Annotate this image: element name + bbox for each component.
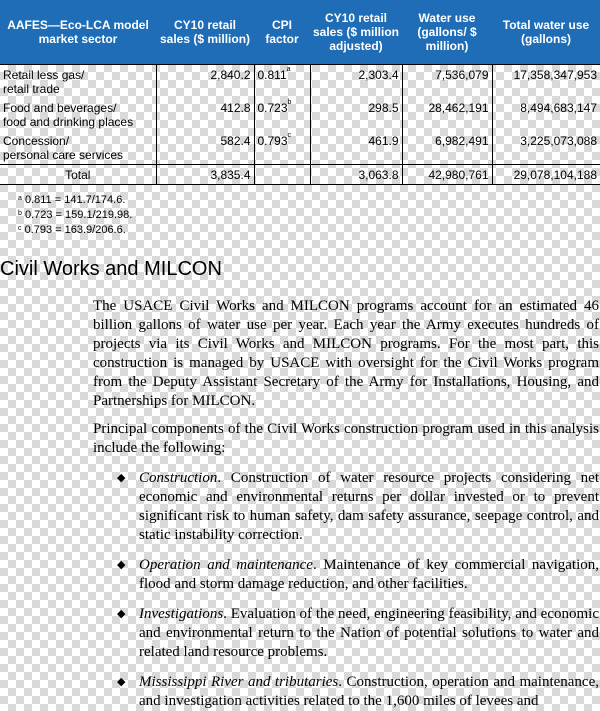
- total-water-cell: 3,225,073,088: [492, 134, 600, 165]
- header-market-sector: AAFES—Eco-LCA model market sector: [0, 0, 156, 65]
- diamond-bullet-icon: ◆: [117, 676, 126, 688]
- footnote-mark: b: [18, 210, 22, 217]
- bullet-term: Operation and maintenance: [139, 557, 313, 573]
- water-use-table: [0, 0, 600, 185]
- footnote-mark: a: [18, 195, 22, 202]
- footnote-text: 0.793 = 163.9/206.6.: [24, 224, 126, 236]
- total-cpi-cell: [254, 165, 310, 185]
- table-row: [0, 101, 600, 134]
- adjusted-cell: 2,303.4: [310, 65, 402, 102]
- grand-total-cell: 29,078,104,188: [492, 165, 600, 185]
- footnote: [18, 223, 132, 238]
- footnote-text: 0.811 = 141.7/174.6.: [24, 194, 126, 206]
- sector-line: personal care services: [3, 148, 124, 162]
- footnote-text: 0.723 = 159.1/219.98.: [24, 209, 133, 221]
- sales-cell: 412.8: [156, 101, 254, 134]
- bullet-description: . Maintenance of key commercial navigation, flood and storm damage reduction, and other facilities.: [139, 557, 599, 592]
- bullet-term: Mississippi River and tributaries: [139, 674, 339, 690]
- bullet-term: Construction: [139, 470, 218, 486]
- bullet-description: . Construction of water resource projects considering net economic and environmental returns per dollar invested or to prevent significant risk to human safety, dam safety assurance, seepage control, and static instability correction.: [139, 470, 599, 543]
- adjusted-cell: 461.9: [310, 134, 402, 165]
- footnote-ref: b: [287, 99, 292, 106]
- bullet-item: [117, 469, 599, 545]
- sector-line: retail trade: [3, 82, 60, 96]
- header-adjusted-sales: CY10 retail sales ($ million adjusted): [310, 0, 402, 65]
- sales-cell: 2,840.2: [156, 65, 254, 102]
- header-water-use-rate: Water use (gallons/ $ million): [402, 0, 492, 65]
- bullet-text: [139, 605, 599, 662]
- bullet-description: . Construction, operation and maintenance, and investigation activities related to the 1,600 miles of levees and: [139, 674, 600, 709]
- bullet-item: [117, 673, 599, 711]
- bullet-text: [139, 469, 599, 545]
- sector-cell: [0, 65, 156, 102]
- footnote-ref: c: [287, 132, 292, 139]
- diamond-bullet-icon: ◆: [117, 472, 126, 484]
- sales-cell: 582.4: [156, 134, 254, 165]
- sector-line: Concession/: [3, 134, 70, 148]
- water-rate-cell: 7,536,079: [402, 65, 492, 102]
- cpi-cell: [254, 134, 310, 165]
- header-retail-sales: CY10 retail sales ($ million): [156, 0, 254, 65]
- bullet-item: [117, 605, 599, 662]
- table-row: [0, 134, 600, 165]
- cpi-value: 0.811: [257, 68, 287, 82]
- water-rate-cell: 28,462,191: [402, 101, 492, 134]
- cpi-value: 0.793: [257, 134, 288, 148]
- total-water-cell: 8,494,683,147: [492, 101, 600, 134]
- table-row: [0, 65, 600, 102]
- total-water-rate-cell: 42,980,761: [402, 165, 492, 185]
- sector-line: Food and beverages/: [3, 101, 117, 115]
- footnote: [18, 208, 132, 223]
- section-heading: Civil Works and MILCON: [0, 258, 222, 280]
- diamond-bullet-icon: ◆: [117, 559, 126, 571]
- total-sales-cell: 3,835.4: [156, 165, 254, 185]
- cpi-value: 0.723: [257, 101, 288, 115]
- table-footnotes: [18, 193, 132, 238]
- sector-cell: [0, 101, 156, 134]
- diamond-bullet-icon: ◆: [117, 608, 126, 620]
- water-rate-cell: 6,982,491: [402, 134, 492, 165]
- total-water-cell: 17,358,347,953: [492, 65, 600, 102]
- total-label: Total: [0, 165, 156, 185]
- body-paragraph: Principal components of the Civil Works construction program used in this analysis include the following:: [93, 421, 599, 456]
- table-header-row: [0, 0, 600, 65]
- footnote: [18, 193, 132, 208]
- adjusted-cell: 298.5: [310, 101, 402, 134]
- body-paragraph: The USACE Civil Works and MILCON programs account for an estimated 46 billion gallons of water use per year. Each year the Army executes hundreds of projects via its Civil Works and MILCON programs. For the most part, this construction is managed by USACE with oversight for the Civil Works program from the Deputy Assistant Secretary of the Army for Installations, Housing, and Partnerships for MILCON.: [93, 298, 599, 409]
- bullet-text: [139, 673, 599, 711]
- sector-line: Retail less gas/: [3, 68, 85, 82]
- footnote-ref: a: [286, 66, 291, 73]
- bullet-description: . Evaluation of the need, engineering feasibility, and economic and environmental return to the Nation of potential solutions to water and related land resource problems.: [139, 606, 599, 660]
- bullet-term: Investigations: [139, 606, 224, 622]
- total-adjusted-cell: 3,063.8: [310, 165, 402, 185]
- table-total-row: [0, 165, 600, 185]
- cpi-cell: [254, 101, 310, 134]
- bullet-item: [117, 556, 599, 594]
- cpi-cell: [254, 65, 310, 102]
- header-total-water-use: Total water use (gallons): [492, 0, 600, 65]
- sector-cell: [0, 134, 156, 165]
- bullet-text: [139, 556, 599, 594]
- sector-line: food and drinking places: [3, 115, 134, 129]
- header-cpi-factor: CPI factor: [254, 0, 310, 65]
- footnote-mark: c: [18, 225, 22, 232]
